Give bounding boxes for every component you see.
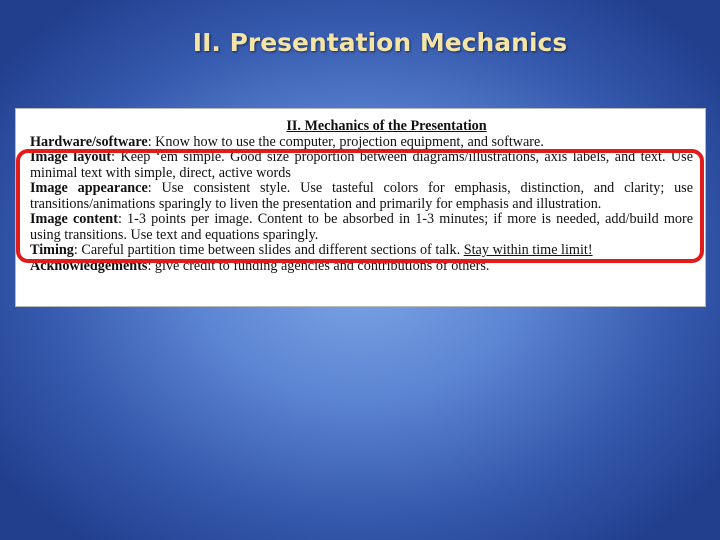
item-hardware-software bbox=[30, 135, 693, 151]
item-text: : Keep ‘em simple. Good size proportion between diagrams/illustrations, axis labels, and text. Use minimal text with simple, direct, active words bbox=[30, 149, 693, 181]
item-term: Hardware/software bbox=[30, 133, 148, 150]
item-emphasis: Stay within time limit! bbox=[463, 242, 593, 258]
item-term: Image content bbox=[30, 211, 118, 227]
slide-title: II. Presentation Mechanics bbox=[192, 28, 568, 57]
item-text: : Careful partition time between slides and different sections of talk. bbox=[73, 242, 464, 258]
item-text: : Know how to use the computer, projection equipment, and software. bbox=[147, 133, 544, 150]
item-term: Image appearance bbox=[30, 180, 148, 196]
item-text: : Use consistent style. Use tasteful colors for emphasis, distinction, and clarity; use transitions/animations sparingly to liven the presentation and primarily for emphasis and illustration. bbox=[30, 180, 693, 212]
item-term: Acknowledgements bbox=[30, 257, 148, 274]
item-text: : 1-3 points per image. Content to be absorbed in 1-3 minutes; if more is needed, add/build more using transitions. Use text and equations sparingly. bbox=[30, 211, 693, 243]
document-heading: II. Mechanics of the Presentation bbox=[286, 118, 487, 134]
item-term: Timing bbox=[30, 242, 74, 258]
item-term: Image layout bbox=[30, 149, 112, 165]
item-text: : give credit to funding agencies and contributions of others. bbox=[147, 257, 490, 274]
red-highlight-box bbox=[16, 149, 704, 263]
